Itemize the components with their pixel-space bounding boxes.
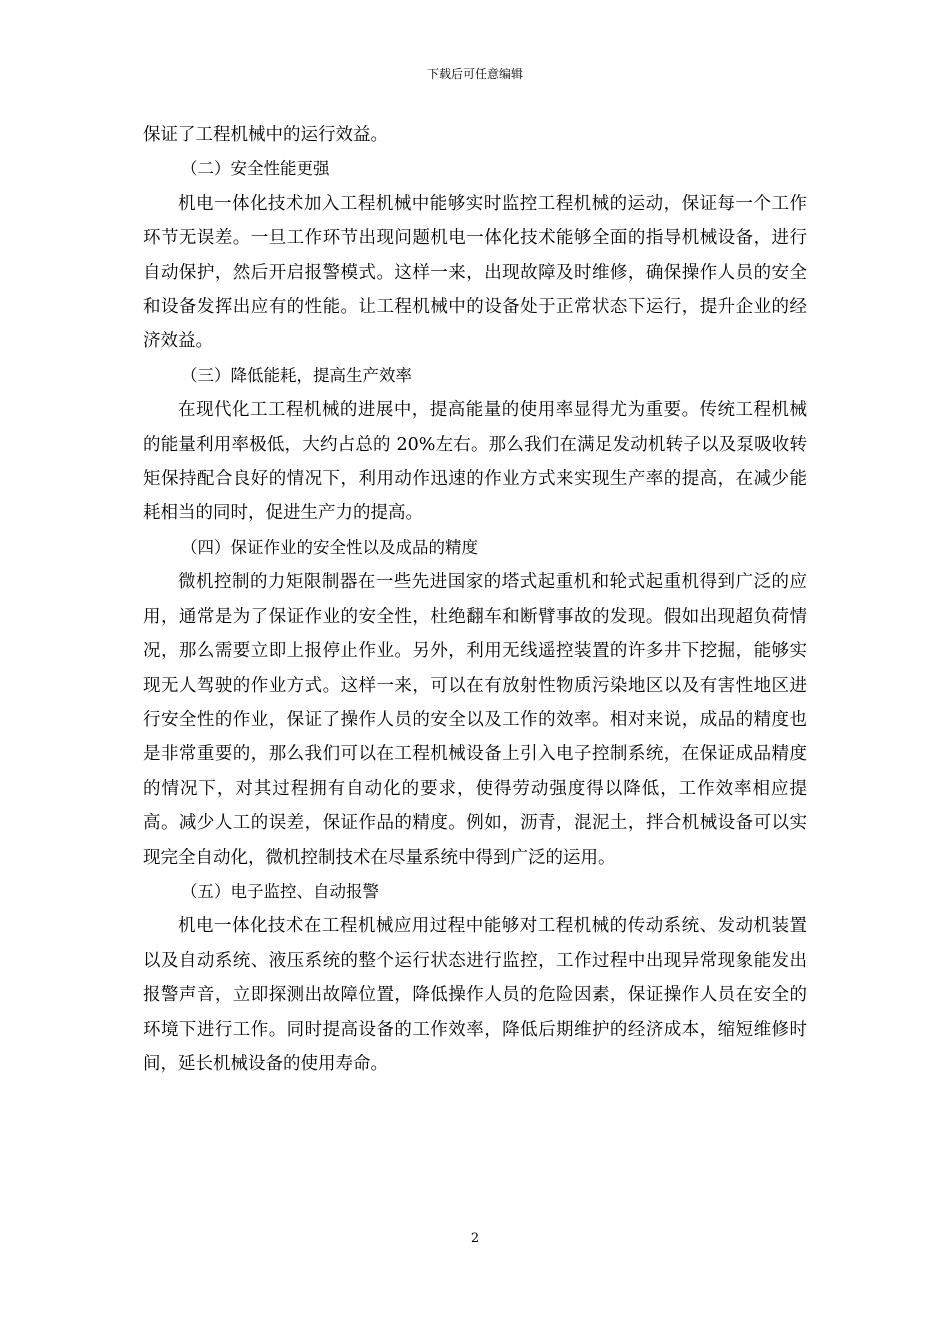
paragraph-safety: 机电一体化技术加入工程机械中能够实时监控工程机械的运动，保证每一个工作环节无误差。一旦工作环节出现问题机电一体化技术能够全面的指导机械设备，进行自动保护，然后开启报警模式。这样一来，出现故障及时维修，确保操作人员的安全和设备发挥出应有的性能。让工程机械中的设备处于正常状态下运行，提升企业的经济效益。 bbox=[143, 193, 807, 352]
document-body bbox=[143, 118, 807, 1081]
section-heading-2: （二）安全性能更强 bbox=[181, 159, 330, 179]
page-number: 2 bbox=[470, 1231, 480, 1246]
section-heading-5: （五）电子监控、自动报警 bbox=[181, 881, 379, 901]
paragraph-continuation: 保证了工程机械中的运行效益。 bbox=[143, 125, 388, 145]
page-header: 下载后可任意编辑 bbox=[426, 67, 523, 81]
section-heading-4: （四）保证作业的安全性以及成品的精度 bbox=[181, 537, 478, 557]
paragraph-energy: 在现代化工工程机械的进展中，提高能量的使用率显得尤为重要。传统工程机械的能量利用率极低，大约占总的 20%左右。那么我们在满足发动机转子以及泵吸收转矩保持配合良好的情况下，利用动作迅速的作业方式来实现生产率的提高，在减少能耗相当的同时，促进生产力的提高。 bbox=[143, 400, 807, 524]
section-heading-3: （三）降低能耗，提高生产效率 bbox=[181, 365, 412, 385]
paragraph-precision: 微机控制的力矩限制器在一些先进国家的塔式起重机和轮式起重机得到广泛的应用，通常是为了保证作业的安全性，杜绝翻车和断臂事故的发现。假如出现超负荷情况，那么需要立即上报停止作业。另外，利用无线遥控装置的许多井下挖掘，能够实现无人驾驶的作业方式。这样一来，可以在有放射性物质污染地区以及有害性地区进行安全性的作业，保证了操作人员的安全以及工作的效率。相对来说，成品的精度也是非常重要的，那么我们可以在工程机械设备上引入电子控制系统，在保证成品精度的情况下，对其过程拥有自动化的要求，使得劳动强度得以降低，工作效率相应提高。减少人工的误差，保证作品的精度。例如，沥青，混泥土，拌合机械设备可以实现完全自动化，微机控制技术在尽量系统中得到广泛的运用。 bbox=[143, 572, 807, 868]
paragraph-monitoring: 机电一体化技术在工程机械应用过程中能够对工程机械的传动系统、发动机装置以及自动系统、液压系统的整个运行状态进行监控，工作过程中出现异常现象能发出报警声音，立即探测出故障位置，降低操作人员的危险因素，保证操作人员在安全的环境下进行工作。同时提高设备的工作效率，降低后期维护的经济成本，缩短维修时间，延长机械设备的使用寿命。 bbox=[143, 916, 807, 1074]
